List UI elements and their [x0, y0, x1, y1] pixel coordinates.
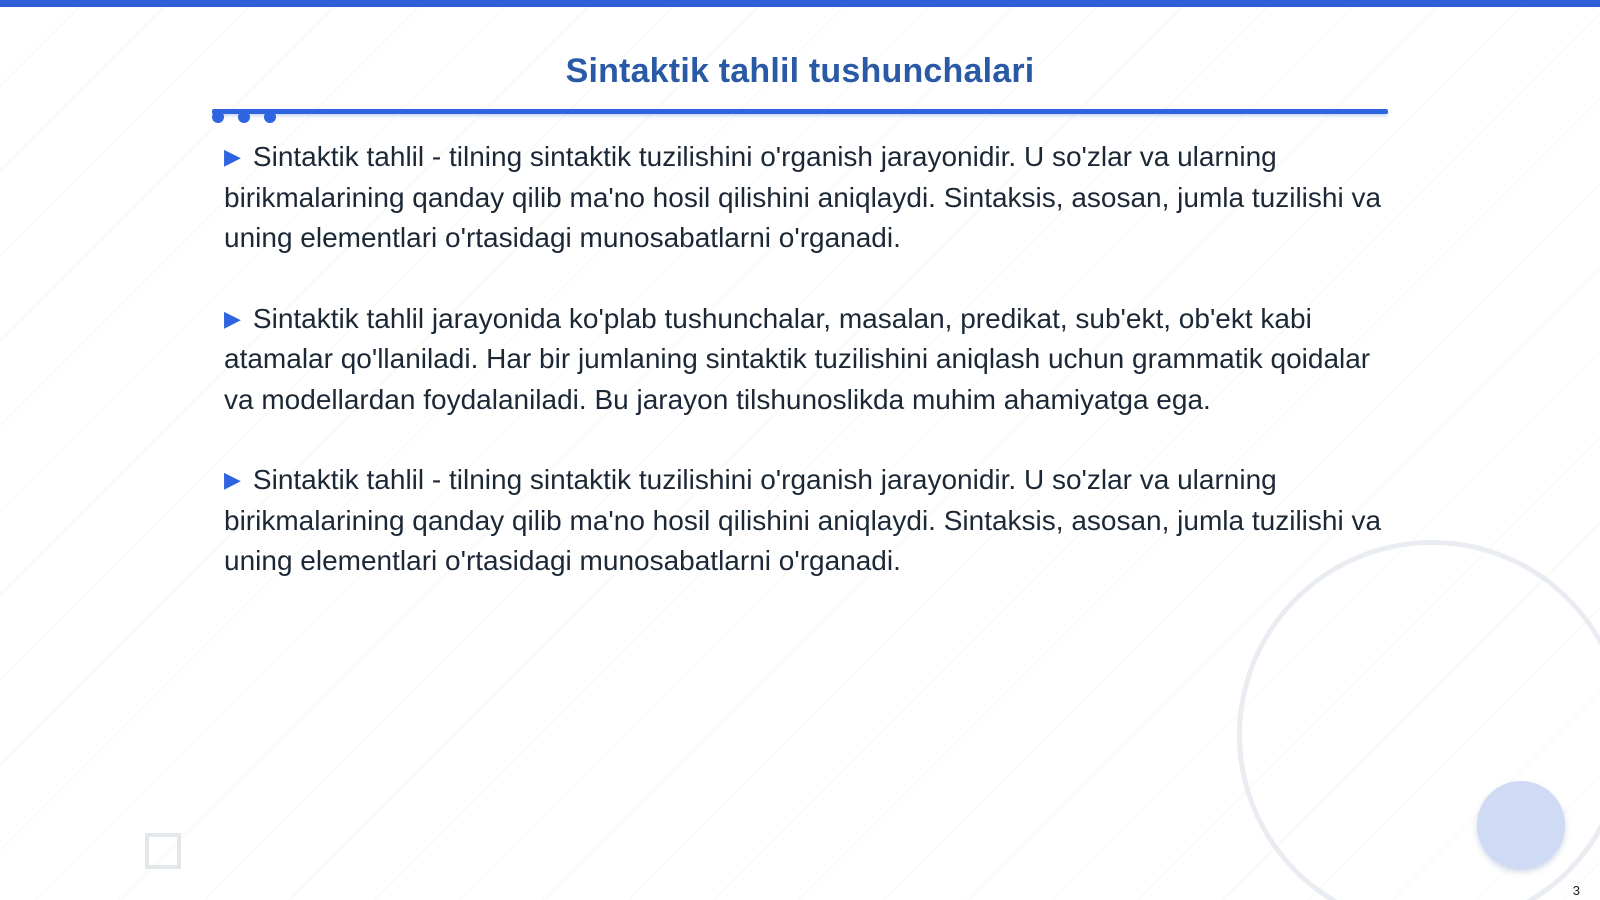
bullet-item: [224, 460, 1389, 582]
triangle-right-icon: ▶: [224, 305, 241, 331]
dot-icon: [238, 111, 250, 123]
slide-title: Sintaktik tahlil tushunchalari: [565, 52, 1035, 90]
bullet-item: [224, 137, 1389, 259]
bullet-text: Sintaktik tahlil - tilning sintaktik tuzilishini o'rganish jarayonidir. U so'zlar va ularning birikmalarining qanday qilib ma'no hosil qilishini aniqlaydi. Sintaksis, asosan, jumla tuzilishi va uning elementlari o'rtasidagi munosabatlarni o'rganadi.: [224, 464, 1382, 576]
dot-icon: [264, 111, 276, 123]
bullet-text: Sintaktik tahlil jarayonida ko'plab tushunchalar, masalan, predikat, sub'ekt, ob'ekt kabi atamalar qo'llaniladi. Har bir jumlaning sintaktik tuzilishini aniqlash uchun grammatik qoidalar va modellardan foydalaniladi. Bu jarayon tilshunoslikda muhim ahamiyatga ega.: [224, 302, 1371, 415]
title-underline: [212, 109, 1388, 114]
decorative-circle: [1477, 781, 1565, 869]
top-accent-bar: [0, 0, 1600, 7]
triangle-right-icon: ▶: [224, 144, 241, 169]
triangle-right-icon: ▶: [224, 467, 241, 492]
bullet-item: [224, 299, 1389, 421]
bullet-text: Sintaktik tahlil - tilning sintaktik tuzilishini o'rganish jarayonidir. U so'zlar va ularning birikmalarining qanday qilib ma'no hosil qilishini aniqlaydi. Sintaksis, asosan, jumla tuzilishi va uning elementlari o'rtasidagi munosabatlarni o'rganadi.: [224, 141, 1382, 253]
page-number: 3: [1572, 883, 1580, 898]
dot-icon: [212, 111, 224, 123]
decorative-square: [145, 833, 181, 869]
bullet-list: [224, 137, 1389, 622]
